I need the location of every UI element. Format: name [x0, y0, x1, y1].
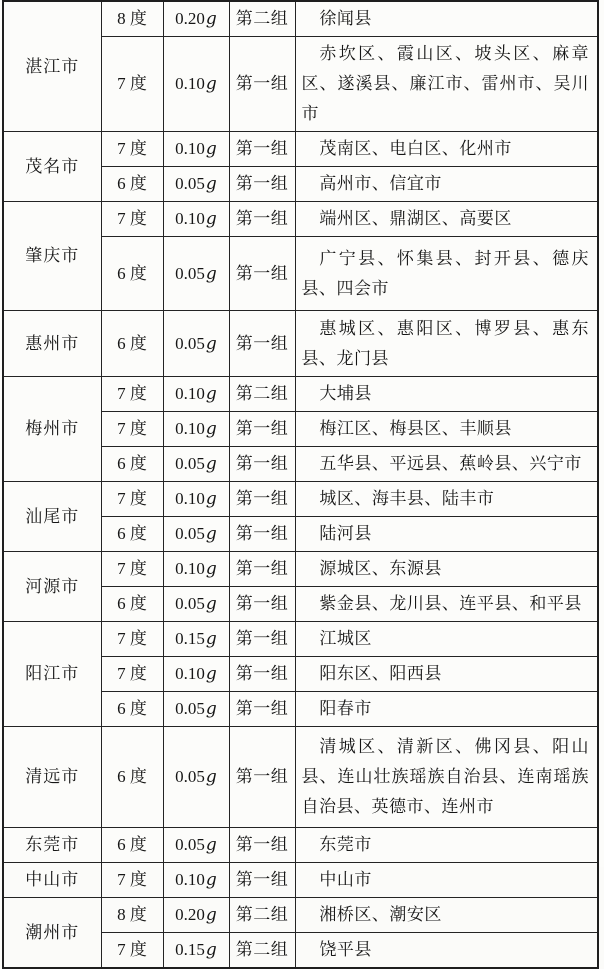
acceleration-value: 0.10	[175, 559, 205, 578]
counties-cell: 高州市、信宜市	[295, 167, 598, 202]
city-cell: 中山市	[3, 863, 101, 898]
acceleration-value: 0.05	[175, 454, 205, 473]
intensity-cell: 7 度	[101, 482, 163, 517]
counties-cell: 大埔县	[295, 377, 598, 412]
g-unit: g	[205, 174, 217, 194]
acceleration-cell	[163, 377, 229, 412]
intensity-cell: 6 度	[101, 311, 163, 377]
acceleration-value: 0.05	[175, 767, 205, 786]
city-cell: 河源市	[3, 552, 101, 622]
counties-cell: 惠城区、惠阳区、博罗县、惠东县、龙门县	[295, 311, 598, 377]
group-cell: 第二组	[229, 933, 295, 969]
table-row	[3, 622, 598, 657]
acceleration-cell	[163, 412, 229, 447]
acceleration-value: 0.10	[175, 419, 205, 438]
intensity-cell: 6 度	[101, 517, 163, 552]
group-cell: 第一组	[229, 727, 295, 828]
intensity-cell: 7 度	[101, 933, 163, 969]
acceleration-value: 0.20	[175, 9, 205, 28]
intensity-cell: 7 度	[101, 657, 163, 692]
city-cell: 梅州市	[3, 377, 101, 482]
g-unit: g	[205, 905, 217, 925]
g-unit: g	[205, 489, 217, 509]
counties-cell: 清城区、清新区、佛冈县、阳山县、连山壮族瑶族自治县、连南瑶族自治县、英德市、连州市	[295, 727, 598, 828]
intensity-cell: 8 度	[101, 1, 163, 37]
group-cell: 第一组	[229, 482, 295, 517]
counties-cell: 阳春市	[295, 692, 598, 727]
acceleration-cell	[163, 202, 229, 237]
g-unit: g	[205, 384, 217, 404]
acceleration-cell	[163, 933, 229, 969]
intensity-cell: 7 度	[101, 412, 163, 447]
counties-cell: 广宁县、怀集县、封开县、德庆县、四会市	[295, 237, 598, 311]
acceleration-cell	[163, 552, 229, 587]
g-unit: g	[205, 699, 217, 719]
acceleration-value: 0.10	[175, 870, 205, 889]
acceleration-value: 0.05	[175, 699, 205, 718]
group-cell: 第一组	[229, 132, 295, 167]
acceleration-value: 0.10	[175, 664, 205, 683]
intensity-cell: 6 度	[101, 167, 163, 202]
g-unit: g	[205, 209, 217, 229]
table-row	[3, 828, 598, 863]
acceleration-cell	[163, 898, 229, 933]
acceleration-cell	[163, 587, 229, 622]
counties-cell: 阳东区、阳西县	[295, 657, 598, 692]
city-cell: 茂名市	[3, 132, 101, 202]
counties-cell: 城区、海丰县、陆丰市	[295, 482, 598, 517]
acceleration-cell	[163, 237, 229, 311]
acceleration-value: 0.15	[175, 940, 205, 959]
group-cell: 第一组	[229, 237, 295, 311]
acceleration-cell	[163, 692, 229, 727]
table-row	[3, 377, 598, 412]
counties-cell: 江城区	[295, 622, 598, 657]
acceleration-value: 0.05	[175, 333, 205, 353]
g-unit: g	[205, 870, 217, 890]
acceleration-value: 0.15	[175, 629, 205, 648]
intensity-cell: 6 度	[101, 692, 163, 727]
intensity-cell: 7 度	[101, 37, 163, 132]
acceleration-value: 0.20	[175, 905, 205, 924]
counties-cell: 五华县、平远县、蕉岭县、兴宁市	[295, 447, 598, 482]
intensity-cell: 6 度	[101, 587, 163, 622]
g-unit: g	[205, 767, 217, 787]
intensity-cell: 6 度	[101, 828, 163, 863]
g-unit: g	[205, 835, 217, 855]
acceleration-value: 0.10	[175, 209, 205, 228]
group-cell: 第一组	[229, 37, 295, 132]
table-row	[3, 1, 598, 37]
table-row	[3, 727, 598, 828]
g-unit: g	[205, 524, 217, 544]
table-row	[3, 202, 598, 237]
group-cell: 第二组	[229, 1, 295, 37]
g-unit: g	[205, 940, 217, 960]
city-cell: 东莞市	[3, 828, 101, 863]
group-cell: 第二组	[229, 377, 295, 412]
counties-cell: 端州区、鼎湖区、高要区	[295, 202, 598, 237]
table-row	[3, 482, 598, 517]
acceleration-value: 0.05	[175, 524, 205, 543]
counties-cell: 陆河县	[295, 517, 598, 552]
counties-cell: 东莞市	[295, 828, 598, 863]
group-cell: 第一组	[229, 863, 295, 898]
g-unit: g	[205, 559, 217, 579]
acceleration-cell	[163, 311, 229, 377]
group-cell: 第一组	[229, 692, 295, 727]
intensity-cell: 7 度	[101, 552, 163, 587]
g-unit: g	[205, 629, 217, 649]
city-cell: 湛江市	[3, 1, 101, 132]
intensity-cell: 7 度	[101, 863, 163, 898]
table-row	[3, 311, 598, 377]
counties-cell: 赤坎区、霞山区、坡头区、麻章区、遂溪县、廉江市、雷州市、吴川市	[295, 37, 598, 132]
group-cell: 第一组	[229, 587, 295, 622]
intensity-cell: 7 度	[101, 377, 163, 412]
counties-cell: 茂南区、电白区、化州市	[295, 132, 598, 167]
intensity-cell: 8 度	[101, 898, 163, 933]
group-cell: 第一组	[229, 412, 295, 447]
table-row	[3, 863, 598, 898]
acceleration-value: 0.10	[175, 489, 205, 508]
acceleration-cell	[163, 167, 229, 202]
intensity-cell: 6 度	[101, 727, 163, 828]
group-cell: 第二组	[229, 898, 295, 933]
group-cell: 第一组	[229, 167, 295, 202]
group-cell: 第一组	[229, 552, 295, 587]
group-cell: 第一组	[229, 202, 295, 237]
g-unit: g	[205, 74, 217, 94]
intensity-cell: 6 度	[101, 447, 163, 482]
city-cell: 肇庆市	[3, 202, 101, 311]
group-cell: 第一组	[229, 622, 295, 657]
acceleration-value: 0.05	[175, 263, 205, 283]
intensity-cell: 6 度	[101, 237, 163, 311]
intensity-cell: 7 度	[101, 132, 163, 167]
counties-cell: 徐闻县	[295, 1, 598, 37]
acceleration-cell	[163, 517, 229, 552]
counties-cell: 饶平县	[295, 933, 598, 969]
acceleration-cell	[163, 447, 229, 482]
counties-cell: 梅江区、梅县区、丰顺县	[295, 412, 598, 447]
counties-cell: 中山市	[295, 863, 598, 898]
acceleration-cell	[163, 482, 229, 517]
acceleration-value: 0.10	[175, 74, 205, 93]
acceleration-value: 0.10	[175, 139, 205, 158]
acceleration-cell	[163, 132, 229, 167]
seismic-zoning-table	[2, 0, 599, 969]
group-cell: 第一组	[229, 657, 295, 692]
intensity-cell: 7 度	[101, 202, 163, 237]
g-unit: g	[205, 454, 217, 474]
acceleration-cell	[163, 1, 229, 37]
g-unit: g	[205, 419, 217, 439]
group-cell: 第一组	[229, 447, 295, 482]
acceleration-cell	[163, 828, 229, 863]
acceleration-value: 0.05	[175, 174, 205, 193]
table-row	[3, 552, 598, 587]
acceleration-cell	[163, 622, 229, 657]
table-row	[3, 132, 598, 167]
counties-cell: 紫金县、龙川县、连平县、和平县	[295, 587, 598, 622]
group-cell: 第一组	[229, 828, 295, 863]
city-cell: 汕尾市	[3, 482, 101, 552]
table-row	[3, 898, 598, 933]
counties-cell: 湘桥区、潮安区	[295, 898, 598, 933]
acceleration-value: 0.05	[175, 835, 205, 854]
acceleration-cell	[163, 37, 229, 132]
acceleration-cell	[163, 657, 229, 692]
city-cell: 潮州市	[3, 898, 101, 969]
g-unit: g	[205, 9, 217, 29]
g-unit: g	[205, 263, 217, 284]
acceleration-value: 0.10	[175, 384, 205, 403]
g-unit: g	[205, 594, 217, 614]
group-cell: 第一组	[229, 311, 295, 377]
city-cell: 惠州市	[3, 311, 101, 377]
acceleration-cell	[163, 863, 229, 898]
intensity-cell: 7 度	[101, 622, 163, 657]
g-unit: g	[205, 139, 217, 159]
g-unit: g	[205, 664, 217, 684]
city-cell: 清远市	[3, 727, 101, 828]
g-unit: g	[205, 333, 217, 354]
counties-cell: 源城区、东源县	[295, 552, 598, 587]
group-cell: 第一组	[229, 517, 295, 552]
acceleration-cell	[163, 727, 229, 828]
acceleration-value: 0.05	[175, 594, 205, 613]
city-cell: 阳江市	[3, 622, 101, 727]
